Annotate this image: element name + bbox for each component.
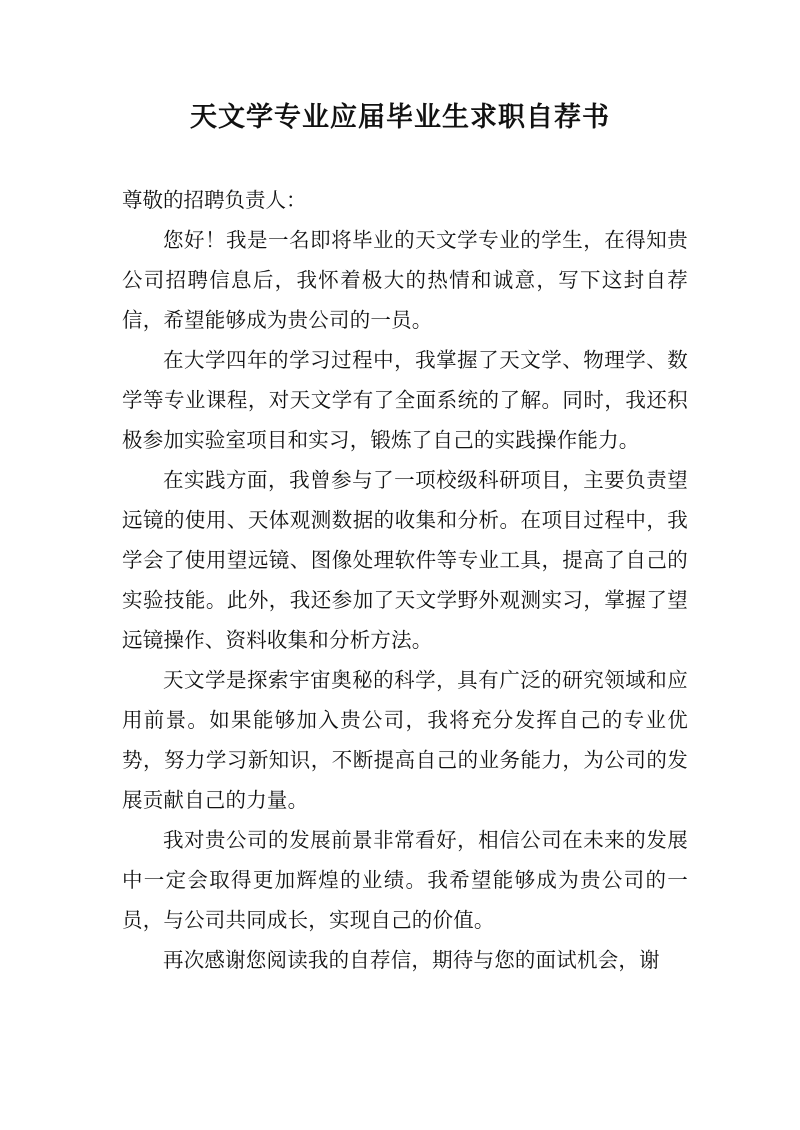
paragraph-outlook: 我对贵公司的发展前景非常看好，相信公司在未来的发展中一定会取得更加辉煌的业绩。我希望能够成为贵公司的一员，与公司共同成长，实现自己的价值。 xyxy=(122,828,688,932)
document-body xyxy=(122,180,688,980)
paragraph-astronomy: 天文学是探索宇宙奥秘的科学，具有广泛的研究领域和应用前景。如果能够加入贵公司，我将充分发挥自己的专业优势，努力学习新知识，不断提高自己的业务能力，为公司的发展贡献自己的力量。 xyxy=(122,668,688,812)
paragraph-closing: 再次感谢您阅读我的自荐信，期待与您的面试机会，谢 xyxy=(163,948,660,972)
paragraph-practice: 在实践方面，我曾参与了一项校级科研项目，主要负责望远镜的使用、天体观测数据的收集和分析。在项目过程中，我学会了使用望远镜、图像处理软件等专业工具，提高了自己的实验技能。此外，我还参加了天文学野外观测实习，掌握了望远镜操作、资料收集和分析方法。 xyxy=(122,468,688,652)
paragraph-intro: 您好！我是一名即将毕业的天文学专业的学生，在得知贵公司招聘信息后，我怀着极大的热情和诚意，写下这封自荐信，希望能够成为贵公司的一员。 xyxy=(122,228,688,332)
document-title: 天文学专业应届毕业生求职自荐书 xyxy=(190,102,610,133)
greeting: 尊敬的招聘负责人： xyxy=(122,188,307,212)
paragraph-study: 在大学四年的学习过程中，我掌握了天文学、物理学、数学等专业课程，对天文学有了全面系统的了解。同时，我还积极参加实验室项目和实习，锻炼了自己的实践操作能力。 xyxy=(122,348,688,452)
